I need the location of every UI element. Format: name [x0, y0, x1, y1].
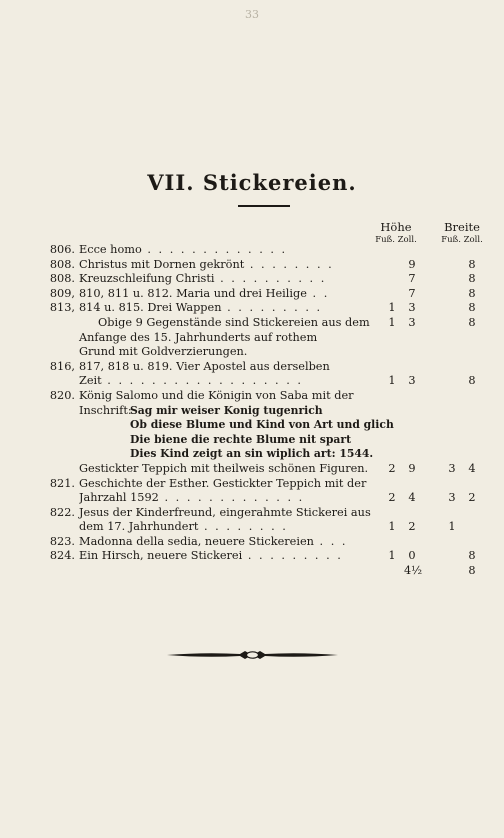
height-inches: 2	[408, 520, 416, 534]
width-inches: 8	[468, 315, 476, 329]
height-label: Höhe	[380, 220, 412, 234]
height-feet: 1	[388, 315, 396, 329]
width-label: Breite	[444, 220, 480, 234]
width-inches: 8	[468, 374, 476, 388]
entry-title-continued: Jahrzahl 1592	[79, 491, 159, 505]
width-inches: 8	[468, 564, 476, 578]
width-feet: 3	[448, 461, 456, 475]
height-feet: 1	[388, 374, 396, 388]
entry-number: 809,	[49, 286, 75, 300]
entry-number: 806.	[49, 243, 75, 256]
height-feet: 2	[388, 461, 396, 475]
entry-number: 816,	[49, 359, 75, 373]
height-inches: 4½	[404, 564, 423, 578]
end-ornament	[165, 647, 340, 663]
note-line: Anfange des 15. Jahrhunderts auf rothem	[79, 330, 318, 344]
entry-number: 808.	[49, 272, 75, 286]
catalog-entry: 808. Kreuzschleifung Christi . . . . . . . . . . 7 8	[30, 272, 486, 287]
entry-number: 823.	[49, 534, 75, 548]
width-inches: 8	[468, 549, 476, 563]
entry-title: Ein Hirsch, neuere Stickerei	[79, 549, 243, 563]
catalog-entry: 809, 810, 811 u. 812. Maria und drei Heilige . . 1 3 8	[30, 287, 486, 302]
height-inches: 9	[408, 461, 416, 475]
catalog-entry: 808. Christus mit Dornen gekrönt . . . . . . . . 7 8	[30, 258, 486, 273]
catalog-entry: 823. Madonna della sedia, neuere Stickereien . . . 1 0 8	[30, 535, 486, 550]
entry-title: 814 u. 815. Drei Wappen	[79, 301, 222, 315]
width-inches: 8	[468, 286, 476, 300]
entry-title: 810, 811 u. 812. Maria und drei Heilige	[79, 286, 307, 300]
entry-title-continued: Inschrift:	[79, 403, 132, 417]
entry-title: König Salomo und die Königin von Saba mit der	[79, 388, 354, 402]
width-feet: 1	[448, 520, 456, 534]
height-inches: 4	[408, 491, 416, 505]
inscription-line: Sag mir weiser Konig tugenrich	[130, 403, 323, 417]
entry-number: 824.	[49, 549, 75, 563]
width-inches: 2	[468, 491, 476, 505]
height-inches: 0	[408, 549, 416, 563]
height-column-header	[374, 220, 418, 245]
entry-title: Kreuzschleifung Christi	[79, 272, 215, 286]
height-inches: 3	[408, 374, 416, 388]
note-line: Obige 9 Gegenstände sind Stickereien aus dem	[98, 315, 370, 329]
height-feet: 1	[388, 549, 396, 563]
entry-number: 808.	[49, 257, 75, 271]
entry-number: 821.	[49, 476, 75, 490]
entry-description: Gestickter Teppich mit theilweis schönen Figuren.	[79, 461, 369, 475]
height-inches: 3	[408, 301, 416, 315]
width-inches: 4	[468, 461, 476, 475]
height-units: Fuß. Zoll.	[375, 235, 417, 245]
height-inches: 7	[408, 286, 416, 300]
width-units: Fuß. Zoll.	[441, 235, 483, 245]
catalog-entry: 821. Geschichte der Esther. Gestickter Teppich mit der Jahrzahl 1592 . . . . . . . . . . . . . 2 4 3 2	[30, 477, 486, 506]
height-feet: 1	[388, 301, 396, 315]
entry-number: 813,	[49, 301, 75, 315]
inscription-line: Ob diese Blume und Kind von Art und glich	[130, 418, 394, 432]
title-underline	[238, 205, 290, 207]
inscription-line: Die biene die rechte Blume nit spart	[130, 432, 352, 446]
width-feet: 3	[448, 491, 456, 505]
height-inches: 3	[408, 315, 416, 329]
catalog-entry: 822. Jesus der Kinderfreund, eingerahmte Stickerei aus dem 17. Jahrhundert . . . . . . . . 1 2 1	[30, 506, 486, 535]
entry-number: 822.	[49, 505, 75, 519]
section-title: VII. Stickereien.	[147, 170, 357, 195]
entry-title-continued: Zeit	[79, 374, 102, 388]
width-inches: 8	[468, 257, 476, 271]
width-column-header	[440, 220, 484, 245]
entry-title-continued: dem 17. Jahrhundert	[79, 520, 199, 534]
height-inches: 7	[408, 272, 416, 286]
catalog-entry: 806. Ecce homo . . . . . . . . . . . . . 9 8	[30, 243, 486, 258]
catalog-entry: 816, 817, 818 u. 819. Vier Apostel aus derselben Zeit . . . . . . . . . . . . . . . . . . 1 3 8	[30, 360, 486, 389]
height-feet: 1	[388, 520, 396, 534]
page-number: 33	[245, 8, 259, 21]
catalog-entries	[30, 243, 486, 578]
catalog-entry: 813, 814 u. 815. Drei Wappen . . . . . . . . . 1 3 8	[30, 301, 486, 316]
entry-title: Madonna della sedia, neuere Stickereien	[79, 534, 314, 548]
catalog-entry	[30, 389, 486, 477]
height-feet: 2	[388, 491, 396, 505]
entry-title: Ecce homo	[79, 243, 142, 256]
width-inches: 8	[468, 301, 476, 315]
note-line: Grund mit Goldverzierungen.	[79, 345, 248, 359]
entry-number: 820.	[49, 388, 75, 402]
entry-title: Christus mit Dornen gekrönt	[79, 257, 245, 271]
entry-note	[30, 316, 486, 360]
inscription-line: Dies Kind zeigt an sin wiplich art: 1544.	[130, 447, 374, 461]
entry-title: Geschichte der Esther. Gestickter Teppich mit der	[79, 476, 367, 490]
entry-title: 817, 818 u. 819. Vier Apostel aus derselben	[79, 359, 330, 373]
catalog-entry: 824. Ein Hirsch, neuere Stickerei . . . . . . . . . 4½ 8	[30, 549, 486, 564]
height-inches: 9	[408, 257, 416, 271]
entry-title: Jesus der Kinderfreund, eingerahmte Stickerei aus	[79, 505, 371, 519]
width-inches: 8	[468, 272, 476, 286]
